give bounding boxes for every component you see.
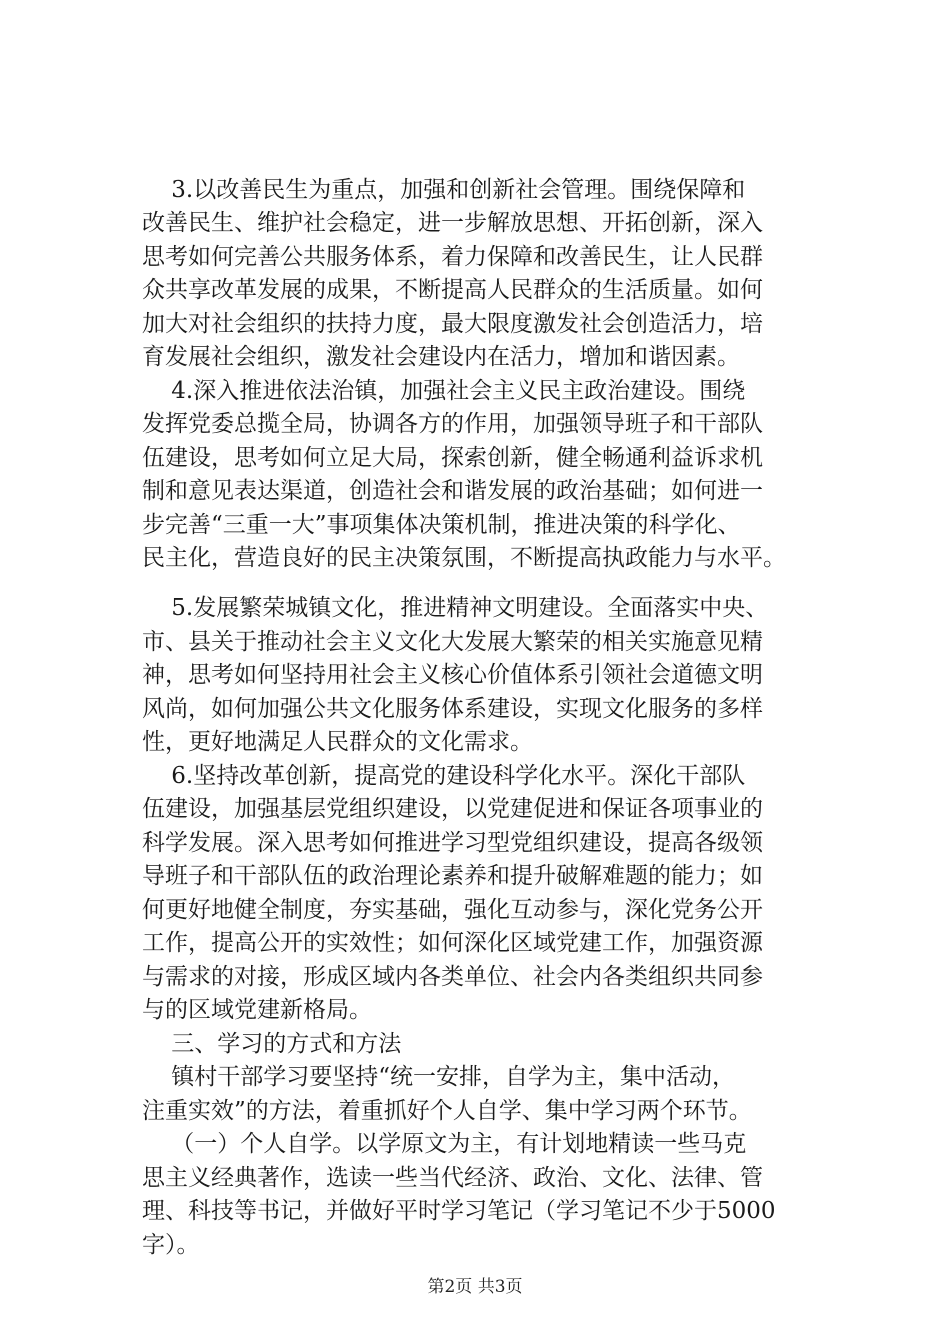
text-line: 伍建设，思考如何立足大局，探索创新，健全畅通利益诉求机 [142,445,763,471]
text-line: 注重实效”的方法，着重抓好个人自学、集中学习两个环节。 [142,1098,752,1124]
text-line: 5.发展繁荣城镇文化，推进精神文明建设。全面落实中央、 [142,595,769,621]
text-line: 风尚，如何加强公共文化服务体系建设，实现文化服务的多样 [142,696,763,722]
text-line: 民主化，营造良好的民主决策氛围，不断提高执政能力与水平。 [142,545,786,571]
text-line: 与需求的对接，形成区域内各类单位、社会内各类组织共同参 [142,964,763,990]
text-line: 加大对社会组织的扶持力度，最大限度激发社会创造活力，培 [142,311,763,337]
text-line: 神，思考如何坚持用社会主义核心价值体系引领社会道德文明 [142,662,763,688]
text-line: （一）个人自学。以学原文为主，有计划地精读一些马克 [142,1131,747,1157]
text-line: 镇村干部学习要坚持“统一安排，自学为主，集中活动， [142,1064,736,1090]
text-line: 工作，提高公开的实效性；如何深化区域党建工作，加强资源 [142,930,763,956]
text-line: 与的区域党建新格局。 [142,997,372,1023]
text-line: 伍建设，加强基层党组织建设，以党建促进和保证各项事业的 [142,796,763,822]
text-line: 思考如何完善公共服务体系，着力保障和改善民生，让人民群 [142,244,763,270]
text-line: 字）。 [142,1232,200,1258]
text-line: 制和意见表达渠道，创造社会和谐发展的政治基础；如何进一 [142,478,763,504]
text-line: 3.以改善民生为重点，加强和创新社会管理。围绕保障和 [142,177,746,203]
text-line: 众共享改革发展的成果，不断提高人民群众的生活质量。如何 [142,277,763,303]
section-heading: 三、学习的方式和方法 [142,1031,402,1057]
text-line: 理、科技等书记，并做好平时学习笔记（学习笔记不少于5000 [142,1198,776,1224]
text-line: 6.坚持改革创新，提高党的建设科学化水平。深化干部队 [142,763,746,789]
text-line: 导班子和干部队伍的政治理论素养和提升破解难题的能力；如 [142,863,763,889]
text-line: 4.深入推进依法治镇，加强社会主义民主政治建设。围绕 [142,378,746,404]
text-line: 发挥党委总揽全局，协调各方的作用，加强领导班子和干部队 [142,411,763,437]
text-line: 性，更好地满足人民群众的文化需求。 [142,729,533,755]
text-line: 何更好地健全制度，夯实基础，强化互动参与，深化党务公开 [142,897,763,923]
text-line: 育发展社会组织，激发社会建设内在活力，增加和谐因素。 [142,344,740,370]
text-line: 改善民生、维护社会稳定，进一步解放思想、开拓创新，深入 [142,210,763,236]
text-line: 市、县关于推动社会主义文化大发展大繁荣的相关实施意见精 [142,629,763,655]
text-line: 科学发展。深入思考如何推进学习型党组织建设，提高各级领 [142,830,763,856]
text-line: 步完善“三重一大”事项集体决策机制，推进决策的科学化、 [142,512,741,538]
page-number-footer: 第2页 共3页 [427,1277,523,1297]
text-line: 思主义经典著作，选读一些当代经济、政治、文化、法律、管 [142,1165,763,1191]
